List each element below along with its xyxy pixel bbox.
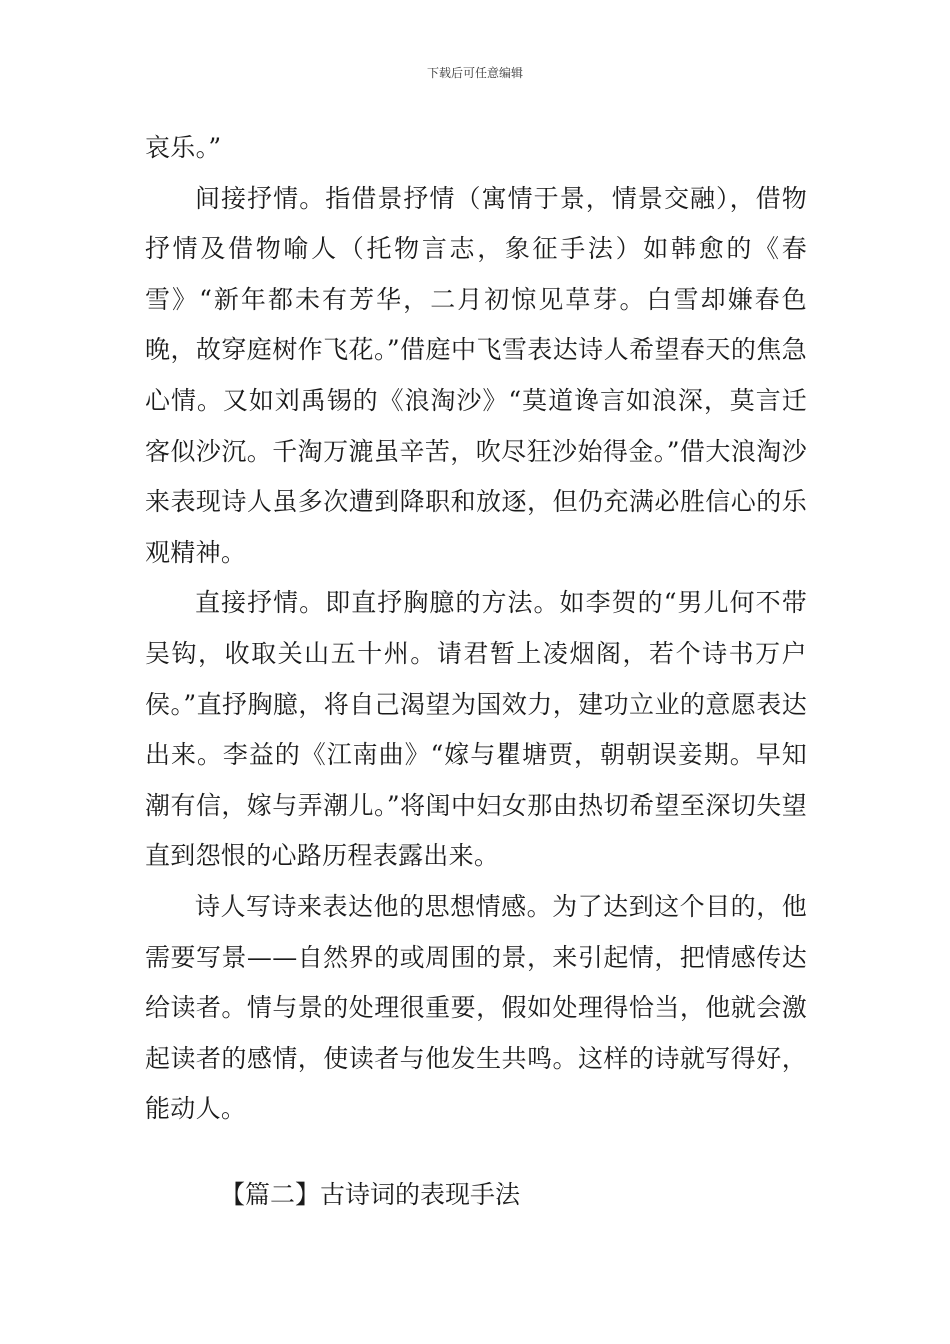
- paragraph-direct-lyric: 直接抒情。即直抒胸臆的方法。如李贺的“男儿何不带吴钩，收取关山五十州。请君暂上凌烟阁，若个诗书万户侯。”直抒胸臆，将自己渴望为国效力，建功立业的意愿表达出来。李益的《江南曲》“嫁与瞿塘贾，朝朝误妾期。早知潮有信，嫁与弄潮儿。”将闺中妇女那由热切希望至深切失望直到怨恨的心路历程表露出来。: [145, 588, 807, 871]
- page-header: 下载后可任意编辑: [426, 66, 523, 80]
- paragraph-poet-emotion: 诗人写诗来表达他的思想情感。为了达到这个目的，他需要写景——自然界的或周围的景，来引起情，把情感传达给读者。情与景的处理很重要，假如处理得恰当，他就会激起读者的感情，使读者与他发生共鸣。这样的诗就写得好，能动人。: [145, 891, 807, 1124]
- document-body: [145, 123, 807, 1135]
- paragraph-continuation: 哀乐。”: [145, 133, 222, 162]
- section-heading: 【篇二】古诗词的表现手法: [220, 1180, 521, 1209]
- paragraph-indirect-lyric: 间接抒情。指借景抒情（寓情于景，情景交融），借物抒情及借物喻人（托物言志，象征手法）如韩愈的《春雪》“新年都未有芳华，二月初惊见草芽。白雪却嫌春色晚，故穿庭树作飞花。”借庭中飞雪表达诗人希望春天的焦急心情。又如刘禹锡的《浪淘沙》“莫道谗言如浪深，莫言迁客似沙沉。千淘万漉虽辛苦，吹尽狂沙始得金。”借大浪淘沙来表现诗人虽多次遭到降职和放逐，但仍充满必胜信心的乐观精神。: [145, 183, 807, 567]
